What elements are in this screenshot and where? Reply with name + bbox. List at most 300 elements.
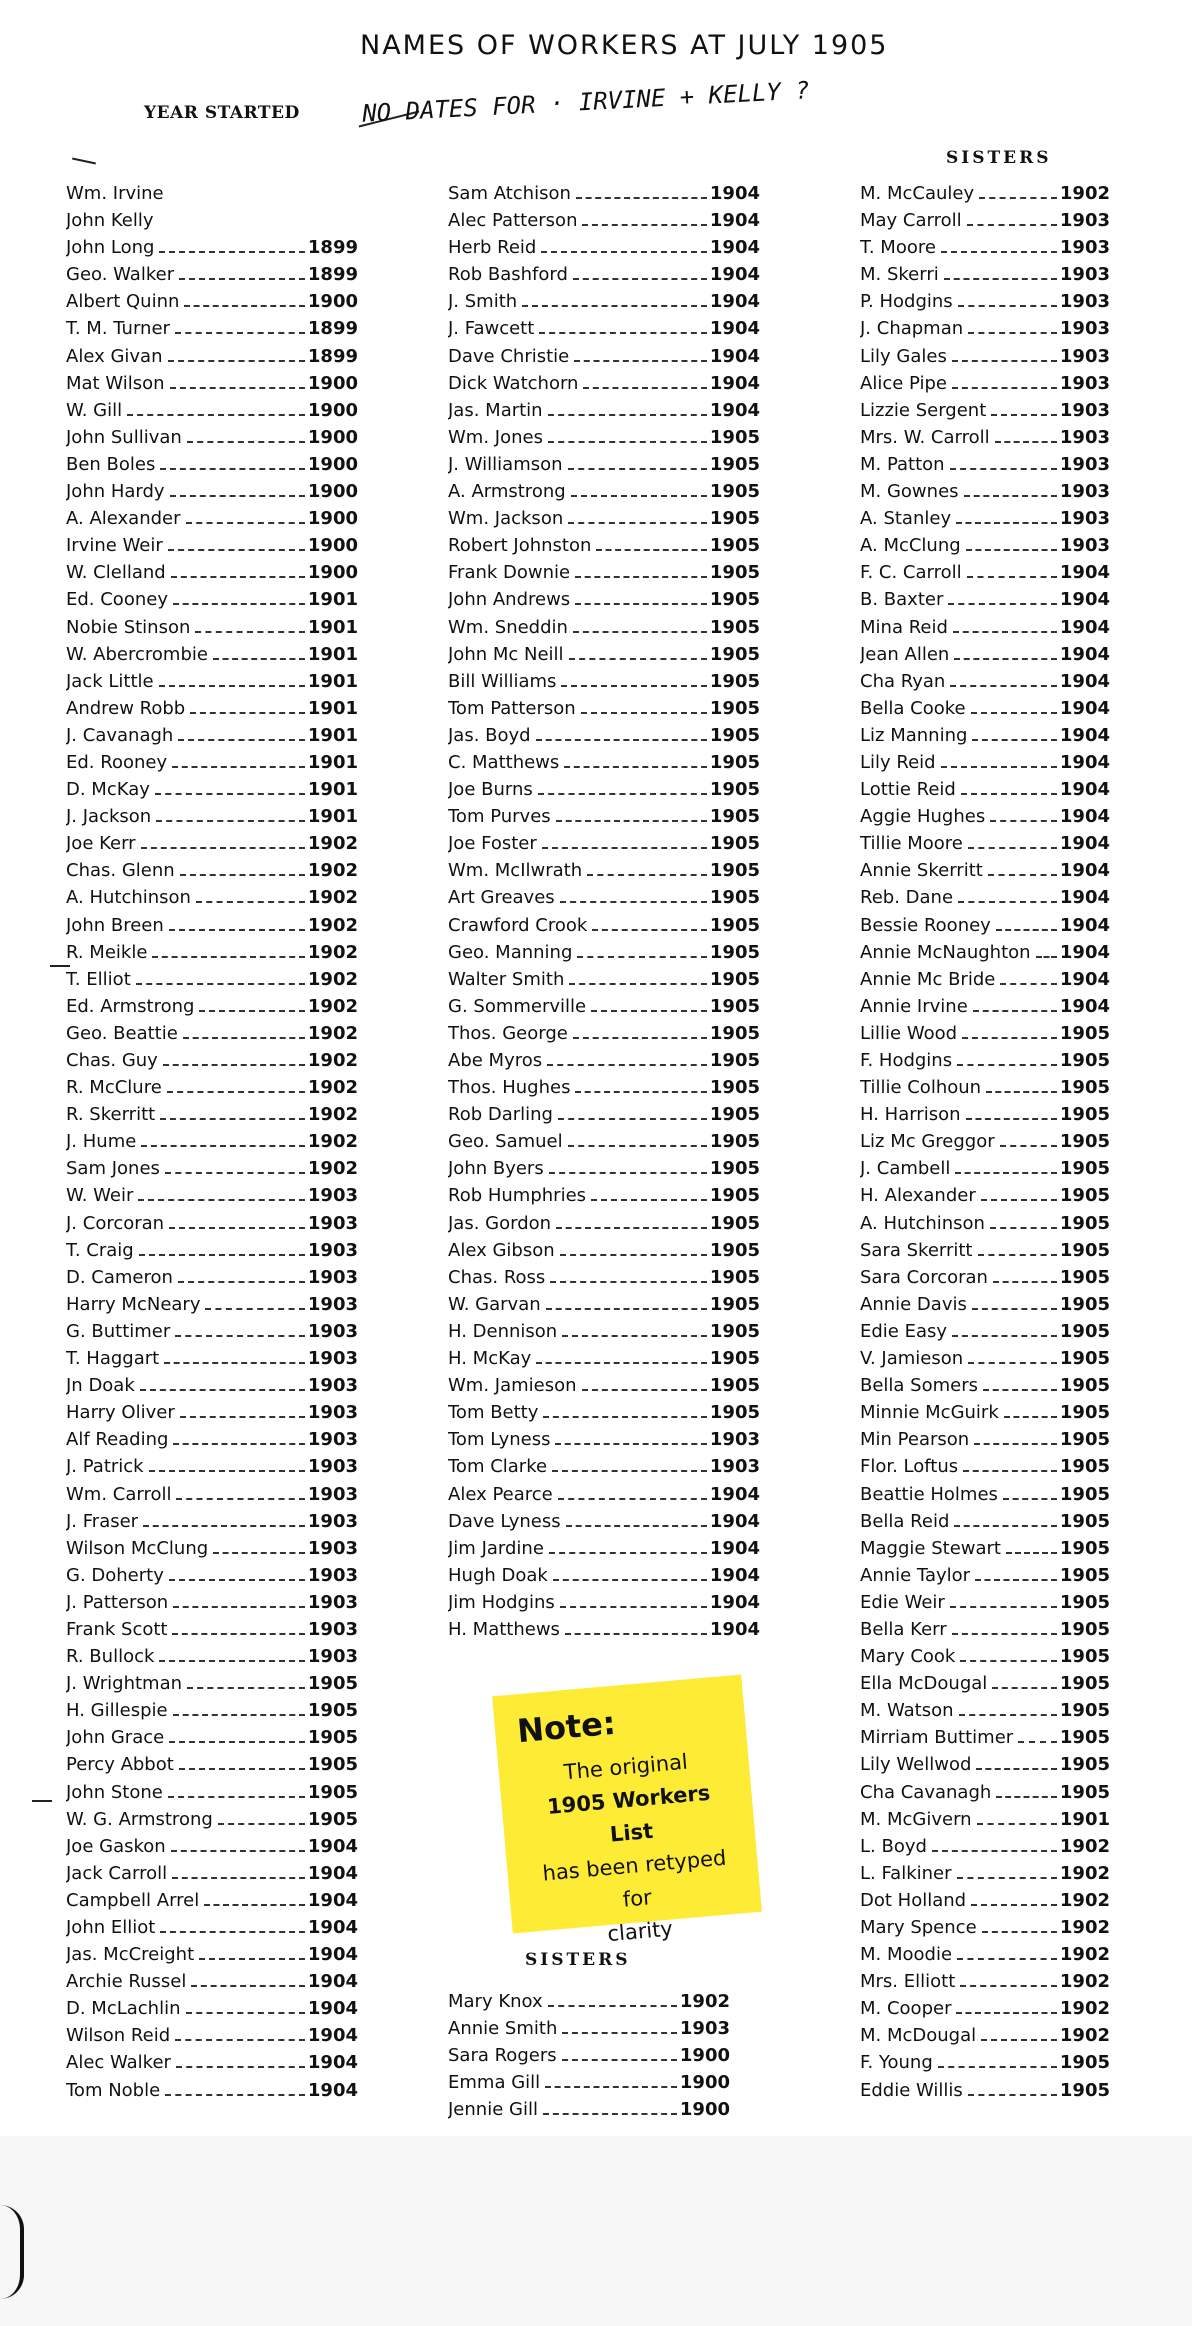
worker-row <box>66 234 358 261</box>
worker-name: H. Dennison <box>448 1320 558 1342</box>
year-started: 1905 <box>709 1185 760 1207</box>
leader-dashes <box>556 820 707 822</box>
year-started: 1904 <box>307 2025 358 2047</box>
leader-dashes <box>165 2094 305 2096</box>
year-started: 1905 <box>1059 1618 1110 1640</box>
sticky-note <box>492 1675 762 1947</box>
worker-row <box>66 803 358 830</box>
leader-dashes <box>187 1687 305 1689</box>
worker-row <box>448 830 760 857</box>
worker-row <box>448 451 760 478</box>
year-started: 1905 <box>307 1808 358 1830</box>
year-started: 1904 <box>1059 806 1110 828</box>
worker-name: Cha Cavanagh <box>860 1781 992 1803</box>
year-started: 1904 <box>1059 643 1110 665</box>
edge-mark <box>0 2205 24 2299</box>
worker-name: Lily Reid <box>860 751 936 773</box>
worker-name: Bella Kerr <box>860 1618 947 1640</box>
year-started: 1900 <box>307 426 358 448</box>
worker-row <box>448 1047 760 1074</box>
leader-dashes <box>981 2039 1057 2041</box>
year-started: 1905 <box>1059 1591 1110 1613</box>
leader-dashes <box>167 1091 305 1093</box>
year-started: 1905 <box>709 589 760 611</box>
worker-row <box>448 1318 760 1345</box>
worker-name: Geo. Samuel <box>448 1131 563 1153</box>
year-started: 1905 <box>709 426 760 448</box>
leader-dashes <box>1004 1416 1057 1418</box>
worker-name: G. Doherty <box>66 1564 164 1586</box>
worker-row <box>860 641 1110 668</box>
worker-name: Jas. Gordon <box>448 1212 552 1234</box>
leader-dashes <box>160 1118 305 1120</box>
year-started: 1901 <box>307 806 358 828</box>
worker-row <box>66 1291 358 1318</box>
year-started: 1902 <box>307 887 358 909</box>
leader-dashes <box>587 874 707 876</box>
leader-dashes <box>213 1552 305 1554</box>
year-started: 1902 <box>307 1131 358 1153</box>
worker-row <box>448 776 760 803</box>
worker-name: A. Hutchinson <box>860 1212 985 1234</box>
year-started: 1904 <box>1059 860 1110 882</box>
year-started: 1902 <box>307 941 358 963</box>
worker-row <box>860 722 1110 749</box>
leader-dashes <box>962 1037 1057 1039</box>
worker-name: W. Abercrombie <box>66 643 208 665</box>
worker-row <box>448 1264 760 1291</box>
year-started: 1905 <box>709 1402 760 1424</box>
leader-dashes <box>127 414 305 416</box>
sisters-list-secondary <box>448 1988 730 2123</box>
worker-name: Min Pearson <box>860 1429 970 1451</box>
worker-row <box>66 641 358 668</box>
worker-name: Lizzie Sergent <box>860 399 987 421</box>
worker-row <box>860 884 1110 911</box>
leader-dashes <box>953 631 1057 633</box>
worker-name: Geo. Beattie <box>66 1022 178 1044</box>
worker-row <box>66 2049 358 2076</box>
year-started: 1900 <box>307 508 358 530</box>
worker-name: Chas. Guy <box>66 1050 158 1071</box>
worker-name: J. Patterson <box>66 1591 169 1613</box>
worker-name: Jennie Gill <box>448 2099 538 2121</box>
worker-row <box>448 614 760 641</box>
year-started: 1902 <box>307 1104 358 1126</box>
worker-name: W. G. Armstrong <box>66 1808 213 1830</box>
year-started: 1903 <box>307 1483 358 1505</box>
year-started: 1900 <box>679 2045 730 2067</box>
year-started: 1905 <box>709 1104 760 1126</box>
worker-row <box>66 1968 358 1995</box>
worker-row <box>66 559 358 586</box>
worker-name: J. Cambell <box>860 1158 951 1180</box>
year-started: 1905 <box>709 1158 760 1180</box>
year-started: 1904 <box>1059 589 1110 611</box>
year-started: 1905 <box>1059 1727 1110 1749</box>
leader-dashes <box>173 603 305 605</box>
worker-row <box>66 1589 358 1616</box>
worker-row <box>66 505 358 532</box>
worker-row <box>860 2077 1110 2104</box>
year-started: 1905 <box>1059 1158 1110 1180</box>
year-started: 1904 <box>307 1889 358 1911</box>
workers-list-column-2 <box>448 180 760 1643</box>
leader-dashes <box>560 1254 707 1256</box>
leader-dashes <box>961 793 1057 795</box>
worker-row <box>66 668 358 695</box>
worker-name: B. Baxter <box>860 589 944 611</box>
worker-name: Mat Wilson <box>66 372 165 394</box>
leader-dashes <box>160 468 305 470</box>
year-started: 1902 <box>1059 1917 1110 1938</box>
worker-row <box>860 1318 1110 1345</box>
workers-list-column-1 <box>66 180 358 2104</box>
year-started: 1904 <box>1059 914 1110 936</box>
year-started: 1901 <box>307 589 358 611</box>
year-started: 1903 <box>709 1429 760 1451</box>
worker-name: Sara Corcoran <box>860 1266 988 1288</box>
leader-dashes <box>975 1579 1057 1581</box>
worker-row <box>66 1481 358 1508</box>
worker-name: Maggie Stewart <box>860 1537 1001 1559</box>
year-started: 1905 <box>1059 1402 1110 1424</box>
year-started: 1905 <box>709 914 760 936</box>
worker-name: Reb. Dane <box>860 887 954 909</box>
worker-name: Tom Lyness <box>448 1429 551 1451</box>
worker-row <box>860 1453 1110 1480</box>
worker-name: John Byers <box>448 1158 544 1180</box>
leader-dashes <box>173 1714 305 1716</box>
worker-name: Bessie Rooney <box>860 914 991 936</box>
year-started: 1902 <box>307 1022 358 1044</box>
year-started: 1905 <box>709 860 760 882</box>
worker-row <box>860 1616 1110 1643</box>
worker-name: Jas. Boyd <box>448 724 531 746</box>
leader-dashes <box>991 414 1057 416</box>
leader-dashes <box>581 712 707 714</box>
leader-dashes <box>569 983 707 985</box>
worker-name: Nobie Stinson <box>66 616 191 638</box>
leader-dashes <box>957 1958 1057 1960</box>
leader-dashes <box>972 1308 1057 1310</box>
leader-dashes <box>982 1931 1057 1933</box>
worker-row <box>66 288 358 315</box>
worker-row <box>860 315 1110 342</box>
worker-name: Percy Abbot <box>66 1754 174 1776</box>
worker-row <box>66 1508 358 1535</box>
worker-name: G. Sommerville <box>448 995 587 1017</box>
year-started: 1903 <box>307 1564 358 1586</box>
year-started: 1899 <box>307 264 358 286</box>
year-started: 1904 <box>307 1944 358 1966</box>
leader-dashes <box>596 549 707 551</box>
worker-name: John Hardy <box>66 481 165 503</box>
worker-name: Rob Darling <box>448 1104 553 1126</box>
year-started: 1902 <box>1059 1889 1110 1911</box>
worker-row <box>448 2042 730 2069</box>
year-started: 1905 <box>709 779 760 801</box>
year-started: 1905 <box>709 751 760 773</box>
year-started: 1905 <box>307 1673 358 1695</box>
worker-row <box>860 343 1110 370</box>
worker-name: John Mc Neill <box>448 643 564 665</box>
leader-dashes <box>186 2012 305 2014</box>
worker-row <box>448 397 760 424</box>
leader-dashes <box>183 1037 305 1039</box>
worker-row <box>66 1155 358 1182</box>
year-started: 1901 <box>307 724 358 746</box>
worker-name: Chas. Ross <box>448 1266 546 1288</box>
year-started: 1905 <box>1059 1320 1110 1342</box>
leader-dashes <box>152 956 304 958</box>
leader-dashes <box>568 522 707 524</box>
year-started: 1905 <box>1059 1375 1110 1397</box>
worker-row <box>66 1751 358 1778</box>
worker-name: Crawford Crook <box>448 914 588 936</box>
worker-row <box>66 939 358 966</box>
year-started: 1904 <box>1059 941 1110 963</box>
leader-dashes <box>582 1389 707 1391</box>
worker-row <box>860 1941 1110 1968</box>
worker-name: F. C. Carroll <box>860 562 962 584</box>
worker-row <box>66 1697 358 1724</box>
worker-name: H. Gillespie <box>66 1700 168 1722</box>
worker-name: Beattie Holmes <box>860 1483 998 1505</box>
leader-dashes <box>547 1064 707 1066</box>
worker-row <box>860 288 1110 315</box>
worker-name: H. Matthews <box>448 1618 560 1640</box>
year-started: 1903 <box>307 1591 358 1613</box>
year-started: 1905 <box>709 562 760 584</box>
worker-name: John Breen <box>66 914 164 936</box>
year-started: 1905 <box>1059 1673 1110 1695</box>
worker-row <box>860 1074 1110 1101</box>
year-started: 1904 <box>709 264 760 286</box>
worker-row <box>448 966 760 993</box>
year-started: 1905 <box>709 481 760 503</box>
worker-row <box>66 1101 358 1128</box>
leader-dashes <box>950 468 1057 470</box>
year-started: 1904 <box>307 2079 358 2101</box>
year-started: 1902 <box>307 968 358 990</box>
leader-dashes <box>164 1362 305 1364</box>
worker-row <box>66 1806 358 1833</box>
note-emphasis: 1905 Workers List <box>546 1780 712 1847</box>
worker-row <box>66 180 358 207</box>
leader-dashes <box>556 1227 707 1229</box>
worker-name: L. Boyd <box>860 1835 927 1857</box>
worker-name: Wm. Carroll <box>66 1483 172 1505</box>
worker-name: Sara Skerritt <box>860 1239 973 1261</box>
leader-dashes <box>575 603 707 605</box>
year-started: 1905 <box>307 1727 358 1749</box>
worker-name: Edie Easy <box>860 1320 948 1342</box>
year-started: 1905 <box>307 1700 358 1722</box>
leader-dashes <box>995 441 1057 443</box>
year-started: 1905 <box>709 535 760 557</box>
worker-name: Jack Carroll <box>66 1862 168 1884</box>
leader-dashes <box>143 1525 305 1527</box>
leader-dashes <box>138 1199 304 1201</box>
year-started: 1903 <box>1059 264 1110 286</box>
leader-dashes <box>548 441 707 443</box>
worker-name: Tillie Colhoun <box>860 1077 982 1099</box>
year-started: 1904 <box>709 1564 760 1586</box>
worker-name: Alice Pipe <box>860 372 947 394</box>
year-started: 1902 <box>1059 183 1110 204</box>
worker-row <box>860 776 1110 803</box>
leader-dashes <box>163 1064 305 1066</box>
worker-name: A. Hutchinson <box>66 887 191 909</box>
year-started: 1903 <box>307 1185 358 1207</box>
worker-row <box>860 505 1110 532</box>
year-started: 1904 <box>709 399 760 421</box>
year-started: 1904 <box>709 291 760 313</box>
worker-row <box>448 722 760 749</box>
worker-name: M. Patton <box>860 453 945 475</box>
worker-name: W. Garvan <box>448 1293 541 1315</box>
worker-row <box>860 451 1110 478</box>
worker-row <box>860 234 1110 261</box>
leader-dashes <box>179 278 305 280</box>
leader-dashes <box>558 1118 707 1120</box>
year-started: 1903 <box>307 1537 358 1559</box>
leader-dashes <box>955 1172 1057 1174</box>
year-started: 1903 <box>1059 372 1110 394</box>
sisters-list <box>860 180 1110 2104</box>
leader-dashes <box>171 1850 305 1852</box>
leader-dashes <box>548 2005 677 2007</box>
leader-dashes <box>541 251 707 253</box>
year-started: 1905 <box>1059 2079 1110 2101</box>
worker-row <box>66 397 358 424</box>
leader-dashes <box>966 549 1057 551</box>
worker-row <box>66 966 358 993</box>
leader-dashes <box>992 1687 1057 1689</box>
worker-name: W. Weir <box>66 1185 134 1207</box>
note-line: has been retyped for <box>541 1845 728 1912</box>
worker-name: Edie Weir <box>860 1591 945 1613</box>
worker-name: A. Stanley <box>860 508 952 530</box>
leader-dashes <box>996 929 1057 931</box>
leader-dashes <box>573 631 707 633</box>
worker-name: Lillie Wood <box>860 1022 958 1044</box>
year-started: 1905 <box>709 724 760 746</box>
year-started: 1905 <box>709 833 760 855</box>
margin-tick <box>32 1800 52 1802</box>
year-started: 1904 <box>1059 562 1110 584</box>
worker-row <box>860 993 1110 1020</box>
worker-row <box>860 397 1110 424</box>
worker-name: Wm. Jones <box>448 426 543 448</box>
worker-row <box>448 803 760 830</box>
worker-name: D. McLachlin <box>66 1998 181 2020</box>
leader-dashes <box>141 847 305 849</box>
worker-name: L. Falkiner <box>860 1862 952 1884</box>
year-started: 1904 <box>709 1537 760 1559</box>
year-started: 1903 <box>1059 535 1110 557</box>
worker-row <box>860 1155 1110 1182</box>
leader-dashes <box>171 576 305 578</box>
leader-dashes <box>938 2066 1057 2068</box>
worker-name: T. Haggart <box>66 1348 160 1370</box>
worker-name: Alex Pearce <box>448 1483 553 1505</box>
year-started: 1905 <box>709 643 760 665</box>
worker-row <box>448 1481 760 1508</box>
worker-row <box>66 1399 358 1426</box>
worker-name: Liz Manning <box>860 724 968 746</box>
worker-row <box>448 1535 760 1562</box>
worker-row <box>860 912 1110 939</box>
worker-row <box>66 451 358 478</box>
leader-dashes <box>971 1904 1057 1906</box>
worker-row <box>448 1345 760 1372</box>
leader-dashes <box>967 576 1057 578</box>
leader-dashes <box>1000 1145 1057 1147</box>
year-started: 1905 <box>307 1754 358 1776</box>
worker-name: Herb Reid <box>448 237 537 259</box>
worker-name: J. Williamson <box>448 453 563 475</box>
worker-row <box>860 1806 1110 1833</box>
year-started: 1905 <box>1059 1185 1110 1207</box>
worker-name: Joe Foster <box>448 833 537 855</box>
leader-dashes <box>561 685 706 687</box>
leader-dashes <box>176 2066 305 2068</box>
worker-name: Ben Boles <box>66 453 156 475</box>
year-started: 1904 <box>1059 779 1110 801</box>
worker-name: J. Smith <box>448 291 518 313</box>
worker-row <box>860 261 1110 288</box>
worker-row <box>66 1237 358 1264</box>
worker-name: C. Matthews <box>448 751 560 773</box>
worker-name: T. Craig <box>66 1239 134 1261</box>
worker-name: Mary Spence <box>860 1917 977 1938</box>
leader-dashes <box>199 1010 304 1012</box>
year-started: 1900 <box>307 535 358 557</box>
leader-dashes <box>950 1606 1057 1608</box>
worker-name: Harry Oliver <box>66 1402 175 1424</box>
leader-dashes <box>176 1498 304 1500</box>
leader-dashes <box>172 1633 304 1635</box>
worker-name: J. Jackson <box>66 806 152 828</box>
worker-name: M. Skerri <box>860 264 939 286</box>
worker-name: Jean Allen <box>860 643 950 665</box>
worker-row <box>448 1291 760 1318</box>
leader-dashes <box>967 224 1057 226</box>
worker-row <box>66 1941 358 1968</box>
worker-row <box>66 1779 358 1806</box>
worker-name: H. Harrison <box>860 1104 961 1126</box>
leader-dashes <box>958 901 1057 903</box>
leader-dashes <box>1003 1498 1057 1500</box>
worker-name: Frank Downie <box>448 562 571 584</box>
worker-row <box>860 614 1110 641</box>
leader-dashes <box>204 1904 305 1906</box>
worker-row <box>66 586 358 613</box>
year-started: 1905 <box>1059 1050 1110 1071</box>
leader-dashes <box>981 1199 1057 1201</box>
worker-row <box>66 1833 358 1860</box>
leader-dashes <box>160 1931 305 1933</box>
leader-dashes <box>168 549 305 551</box>
worker-row <box>448 2069 730 2096</box>
year-started: 1903 <box>1059 508 1110 530</box>
year-started: 1905 <box>1059 1104 1110 1126</box>
worker-row <box>448 1562 760 1589</box>
year-started: 1905 <box>709 508 760 530</box>
worker-name: M. Moodie <box>860 1944 953 1966</box>
